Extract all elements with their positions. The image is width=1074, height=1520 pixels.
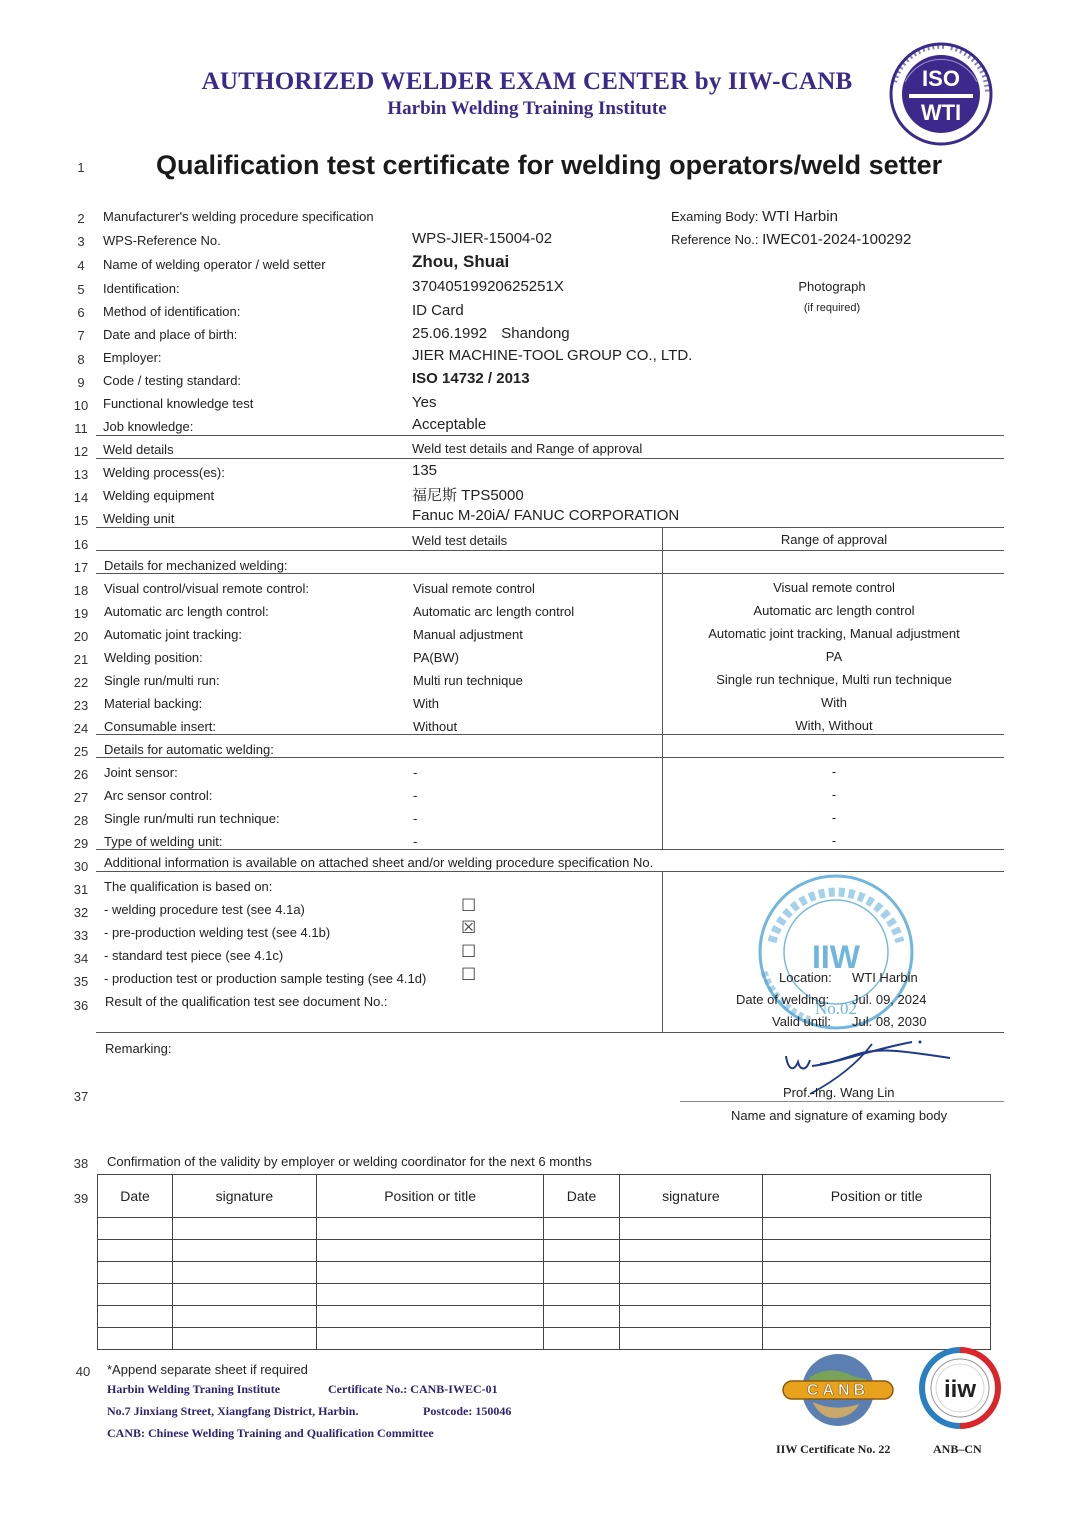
append-note: *Append separate sheet if required [107,1362,308,1377]
row-number: 38 [73,1156,89,1171]
field-label: Job knowledge: [103,419,194,434]
mech-field-label: Arc sensor control: [104,788,213,803]
signature-caption: Name and signature of examing body [731,1108,948,1123]
row-number: 18 [73,583,89,598]
row-number: 17 [73,560,89,575]
mech-field-label: Automatic arc length control: [104,604,269,619]
range-of-approval-value: Single run technique, Multi run technique [716,672,952,687]
row-number: 7 [77,328,85,343]
stamp-number: No.02 [814,999,858,1018]
range-of-approval-value: With [821,695,847,710]
row-number: 30 [73,859,89,874]
logo-wti-text: WTI [920,100,962,125]
birth-value: 25.06.1992 Shandong [412,325,570,342]
field-label: Manufacturer's welding procedure specification [103,209,374,224]
weld-test-details-header: Weld test details [412,533,508,548]
footer-address: No.7 Jinxiang Street, Xiangfang District, Harbin. [107,1404,359,1418]
mech-field-label: Type of welding unit: [104,834,223,849]
weld-test-detail-value: - [413,834,418,849]
divider [96,550,1004,551]
field-label: Functional knowledge test [103,396,254,411]
range-of-approval-value: - [831,833,837,848]
identification-method-value: ID Card [412,302,464,319]
welding-date-value: Jul. 09, 2024 [852,992,927,1007]
basis-heading: The qualification is based on: [104,879,273,894]
row-number: 2 [77,211,85,226]
table-row [98,1284,991,1306]
row-number: 19 [73,606,89,621]
footer-institute: Harbin Welding Traning Institute [107,1382,281,1396]
footer-committee: CANB: Chinese Welding Training and Qualification Committee [107,1426,434,1440]
field-label: Welding process(es): [103,465,225,480]
process-value: 135 [412,462,438,479]
examining-body-value: WTI Harbin [762,208,838,225]
row-number: 37 [73,1089,89,1104]
footer-certificate-no: Certificate No.: CANB-IWEC-01 [328,1382,498,1396]
row-number: 26 [73,767,89,782]
range-of-approval-value: - [831,810,837,825]
exam-center-title: AUTHORIZED WELDER EXAM CENTER by IIW-CANB [201,68,853,95]
employer-value: JIER MACHINE-TOOL GROUP CO., LTD. [412,347,693,364]
row-number: 31 [73,882,89,897]
mech-field-label: Visual control/visual remote control: [104,581,309,596]
row-number: 36 [73,998,89,1013]
basis-item: - production test or production sample testing (see 4.1d) [104,971,427,986]
standard-value: ISO 14732 / 2013 [412,370,530,387]
location-label: Location: [779,970,832,985]
range-of-approval-value: With, Without [795,718,873,733]
row-number: 16 [73,537,89,552]
field-label: Identification: [103,281,180,296]
photograph-label: Photograph [798,279,866,294]
table-header-signature: signature [619,1175,763,1218]
weld-test-detail-value: - [413,788,418,803]
table-header-position: Position or title [316,1175,544,1218]
row-number: 12 [73,444,89,459]
logo-iso-text: ISO [922,66,960,91]
range-of-approval-value: Automatic arc length control [753,603,915,618]
row-number: 20 [73,629,89,644]
row-number: 39 [73,1191,89,1206]
row-number: 22 [73,675,89,690]
mech-field-label: Joint sensor: [104,765,178,780]
institute-subtitle: Harbin Welding Training Institute [387,98,667,119]
welding-unit-value: Fanuc M-20iA/ FANUC CORPORATION [412,507,680,524]
wps-reference-value: WPS-JIER-15004-02 [412,230,553,247]
photograph-note: (if required) [803,302,861,314]
field-label: Welding equipment [103,488,215,503]
column-divider [662,527,663,849]
field-label: Name of welding operator / weld setter [103,257,326,272]
confirmation-text: Confirmation of the validity by employer or welding coordinator for the next 6 months [107,1154,592,1169]
result-document: Result of the qualification test see document No.: [105,994,388,1009]
divider [96,757,1004,758]
functional-test-value: Yes [412,394,437,411]
checkbox-unchecked[interactable]: ☐ [461,965,477,984]
operator-name-value: Zhou, Shuai [412,252,510,271]
row-number: 3 [77,234,85,249]
range-of-approval-value: PA [825,649,843,664]
divider [96,849,1004,850]
table-row [98,1262,991,1284]
equipment-value: 福尼斯 TPS5000 [412,487,524,504]
weld-test-detail-value: Visual remote control [413,581,535,596]
basis-item: - pre-production welding test (see 4.1b) [104,925,331,940]
valid-until-label: Valid until: [772,1014,832,1029]
weld-test-detail-value: PA(BW) [413,650,459,665]
identification-value: 37040519920625251X [412,278,564,295]
mech-field-label: Details for mechanized welding: [104,558,288,573]
range-of-approval-value: Automatic joint tracking, Manual adjustment [708,626,960,641]
reference-number: Reference No.: IWEC01-2024-100292 [671,231,912,248]
row-number: 5 [77,282,85,297]
range-of-approval-value: Visual remote control [773,580,895,595]
mech-field-label: Material backing: [104,696,203,711]
signature-line [680,1101,1004,1102]
weld-test-detail-value: Multi run technique [413,673,523,688]
row-number: 23 [73,698,89,713]
row-number: 25 [73,744,89,759]
table-header-date: Date [544,1175,619,1218]
row-number: 21 [73,652,89,667]
checkbox-unchecked[interactable]: ☐ [461,896,477,915]
location-value: WTI Harbin [852,970,918,985]
row-number: 33 [73,928,89,943]
mech-field-label: Single run/multi run: [104,673,220,688]
divider [96,1032,1004,1033]
row-number: 28 [73,813,89,828]
checkbox-unchecked[interactable]: ☐ [461,942,477,961]
row-number: 32 [73,905,89,920]
stamp-center-text: IIW [812,939,860,975]
weld-test-detail-value: Automatic arc length control [413,604,575,619]
mech-field-label: Consumable insert: [104,719,216,734]
row-number: 40 [75,1364,91,1379]
row-number: 15 [73,513,89,528]
row-number: 10 [73,398,89,413]
valid-until-value: Jul. 08, 2030 [852,1014,927,1029]
validity-confirmation-table [97,1174,991,1350]
range-of-approval-header: Range of approval [780,532,888,547]
mech-field-label: Automatic joint tracking: [104,627,243,642]
row-number: 8 [77,352,85,367]
additional-info: Additional information is available on attached sheet and/or welding procedure specification No. [104,855,654,870]
table-header-signature: signature [173,1175,317,1218]
field-label: Employer: [103,350,162,365]
weld-test-detail-value: With [413,696,439,711]
row-number: 13 [73,467,89,482]
field-label: Weld details [103,442,174,457]
weld-test-detail-value: - [413,765,418,780]
weld-details-heading: Weld test details and Range of approval [412,441,643,456]
row-number: 11 [74,421,88,436]
field-label: Method of identification: [103,304,241,319]
iiw-logo-text: iiw [943,1376,977,1403]
field-label: WPS-Reference No. [103,233,221,248]
checkbox-checked[interactable]: ☒ [461,918,477,937]
table-row [98,1328,991,1350]
signatory-name: Prof.-Ing. Wang Lin [783,1085,895,1100]
canb-logo [779,1350,897,1432]
job-knowledge-value: Acceptable [412,416,487,433]
row-number: 24 [73,721,89,736]
canb-logo-text: CANB [806,1382,870,1399]
table-header-position: Position or title [763,1175,991,1218]
divider [96,527,1004,528]
divider [96,573,1004,574]
wti-iso-logo [885,42,997,147]
basis-item: - standard test piece (see 4.1c) [104,948,284,963]
certificate-title: Qualification test certificate for welding operators/weld setter [156,150,943,180]
mech-field-label: Welding position: [104,650,203,665]
row-number: 27 [73,790,89,805]
table-row [98,1218,991,1240]
range-of-approval-value: - [831,764,837,779]
weld-test-detail-value: Without [413,719,458,734]
row-number: 34 [73,951,89,966]
anb-code: ANB–CN [933,1442,982,1456]
range-of-approval-value: - [831,787,837,802]
field-label: Code / testing standard: [103,373,242,388]
row-number: 14 [73,490,89,505]
divider [96,435,1004,436]
examining-body: Examing Body: WTI Harbin [671,208,838,225]
basis-item: - welding procedure test (see 4.1a) [104,902,305,917]
welding-date-label: Date of welding: [736,992,830,1007]
institute-stamp [750,872,922,1032]
divider [96,458,1004,459]
row-number: 29 [73,836,89,851]
footer-postcode: Postcode: 150046 [423,1404,512,1418]
column-divider [662,871,663,1032]
row-number: 4 [77,258,85,273]
table-row [98,1306,991,1328]
remarking-label: Remarking: [105,1041,172,1056]
weld-test-detail-value: Manual adjustment [413,627,523,642]
divider [96,734,1004,735]
row-number: 6 [77,305,85,320]
table-header-date: Date [98,1175,173,1218]
mech-field-label: Details for automatic welding: [104,742,274,757]
row-number: 1 [77,160,85,175]
field-label: Date and place of birth: [103,327,238,342]
reference-number-value: IWEC01-2024-100292 [762,231,912,248]
iiw-logo [918,1346,1002,1430]
table-row [98,1240,991,1262]
mech-field-label: Single run/multi run technique: [104,811,280,826]
weld-test-detail-value: - [413,811,418,826]
iiw-certificate-no: IIW Certificate No. 22 [776,1442,891,1456]
field-label: Welding unit [103,511,175,526]
row-number: 9 [77,375,85,390]
row-number: 35 [73,974,89,989]
